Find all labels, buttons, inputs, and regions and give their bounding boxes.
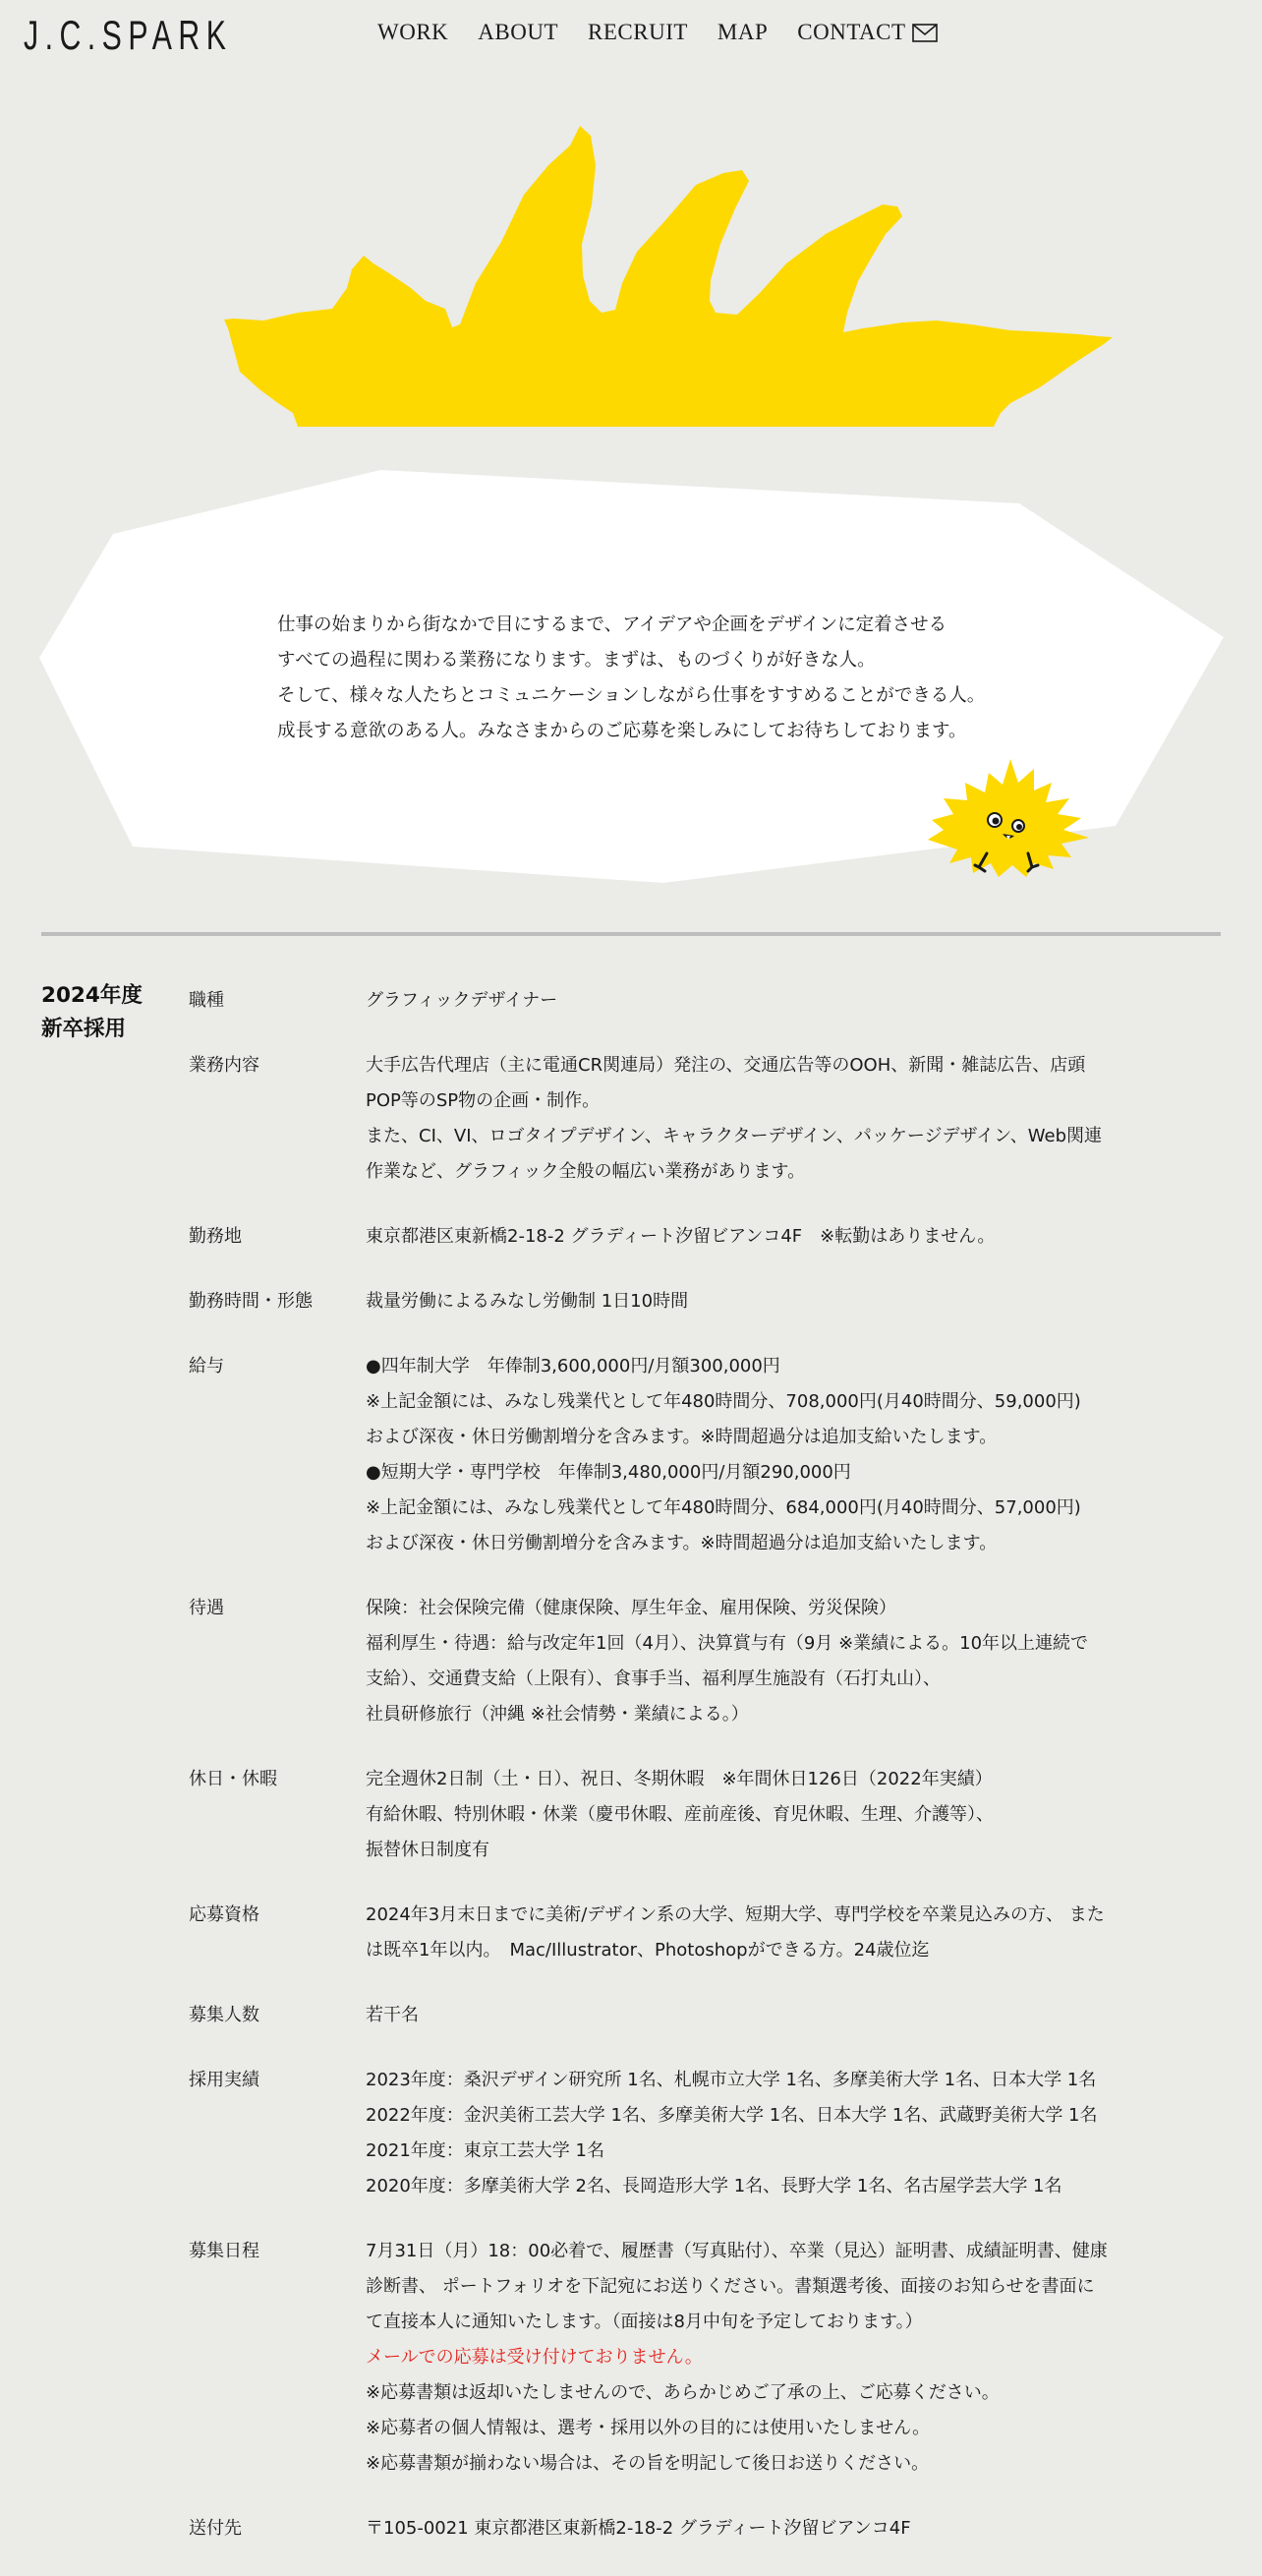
row-label: 休日・休暇	[189, 1769, 277, 1789]
table-row	[189, 983, 1113, 1019]
row-label: 勤務地	[189, 1226, 242, 1247]
table-row	[189, 2234, 1113, 2482]
row-value-line: ※応募書類は返却いたしませんので、あらかじめご了承の上、ご応募ください。	[366, 2382, 1000, 2403]
main-nav	[377, 20, 938, 45]
row-label: 募集日程	[189, 2241, 259, 2261]
row-label: 待遇	[189, 1598, 224, 1618]
nav-about-label: ABOUT	[478, 20, 559, 44]
nav-contact[interactable]	[797, 20, 937, 45]
row-value-line: て直接本人に通知いたします。（面接は8月中旬を予定しております。）	[366, 2312, 923, 2332]
table-row	[189, 1219, 1113, 1255]
row-value-line: 〒105-0021 東京都港区東新橋2-18-2 グラディート汐留ビアンコ4F	[366, 2518, 911, 2539]
mail-icon	[912, 24, 938, 42]
row-value	[366, 983, 1113, 1019]
row-value-line: および深夜・休日労働割増分を含みます。※時間超過分は追加支給いたします。	[366, 1533, 998, 1553]
intro-line: そして、様々な人たちとコミュニケーションしながら仕事をすすめることができる人。	[277, 685, 986, 706]
row-label: 応募資格	[189, 1904, 259, 1925]
row-value-line: ●四年制大学 年俸制3,600,000円/月額300,000円	[366, 1356, 780, 1376]
nav-about[interactable]	[478, 20, 558, 45]
row-value-line: グラフィックデザイナー	[366, 990, 558, 1011]
intro-line: 成長する意欲のある人。みなさまからのご応募を楽しみにしてお待ちしております。	[277, 721, 967, 741]
row-value-line: ※上記金額には、みなし残業代として年480時間分、684,000円(月40時間分、57,000円)	[366, 1497, 1081, 1518]
row-value	[366, 1998, 1113, 2033]
row-label: 勤務時間・形態	[189, 1291, 313, 1312]
table-row	[189, 1762, 1113, 1868]
row-value-line: 2022年度：金沢美術工芸大学 1名、多摩美術大学 1名、日本大学 1名、武蔵野美術大学 1名	[366, 2105, 1098, 2126]
row-label: 送付先	[189, 2518, 242, 2539]
row-value	[366, 2234, 1113, 2482]
row-value-line: 支給）、交通費支給（上限有）、食事手当、福利厚生施設有（石打丸山）、	[366, 1669, 941, 1689]
section-title	[41, 979, 143, 1046]
row-value-line: また、CI、VI、ロゴタイプデザイン、キャラクターデザイン、パッケージデザイン、Web関連	[366, 1126, 1103, 1146]
nav-work[interactable]	[377, 20, 448, 45]
row-value-line: および深夜・休日労働割増分を含みます。※時間超過分は追加支給いたします。	[366, 1427, 998, 1447]
row-value-line: 完全週休2日制（土・日）、祝日、冬期休暇 ※年間休日126日（2022年実績）	[366, 1769, 993, 1789]
row-value-line: 2020年度：多摩美術大学 2名、長岡造形大学 1名、長野大学 1名、名古屋学芸大学 1名	[366, 2176, 1062, 2196]
row-value	[366, 2511, 1113, 2547]
row-value	[366, 1048, 1113, 1190]
row-value-line: 診断書、 ポートフォリオを下記宛にお送りください。書類選考後、面接のお知らせを書面に	[366, 2276, 1095, 2297]
row-value-line: 保険：社会保険完備（健康保険、厚生年金、雇用保険、労災保険）	[366, 1598, 896, 1618]
row-value-line: POP等のSP物の企画・制作。	[366, 1090, 601, 1111]
row-value-line: 有給休暇、特別休暇・休業（慶弔休暇、産前産後、育児休暇、生理、介護等）、	[366, 1804, 994, 1825]
row-value	[366, 1762, 1113, 1868]
row-value	[366, 2063, 1113, 2204]
email-notice: メールでの応募は受け付けておりません。	[366, 2347, 703, 2368]
row-value-line: 7月31日（月）18：00必着で、履歴書（写真貼付）、卒業（見込）証明書、成績証明書、健康	[366, 2241, 1108, 2261]
row-value	[366, 1349, 1113, 1561]
row-value-line: ●短期大学・専門学校 年俸制3,480,000円/月額290,000円	[366, 1462, 851, 1483]
row-value-line: 2023年度：桑沢デザイン研究所 1名、札幌市立大学 1名、多摩美術大学 1名、日本大学 1名	[366, 2070, 1097, 2090]
table-row	[189, 1898, 1113, 1968]
row-value-line: ※上記金額には、みなし残業代として年480時間分、708,000円(月40時間分、59,000円)	[366, 1391, 1081, 1412]
row-value	[366, 1898, 1113, 1968]
row-value-line: 2024年3月末日までに美術/デザイン系の大学、短期大学、専門学校を卒業見込みの方、 また	[366, 1904, 1105, 1925]
row-value-line: ※応募書類が揃わない場合は、その旨を明記して後日お送りください。	[366, 2453, 930, 2474]
row-value-line: 福利厚生・待遇：給与改定年1回（4月）、決算賞与有（9月 ※業績による。10年以上連続で	[366, 1633, 1089, 1654]
intro-line: すべての過程に関わる業務になります。まずは、ものづくりが好きな人。	[277, 650, 876, 671]
nav-map[interactable]	[717, 20, 768, 45]
nav-map-label: MAP	[717, 20, 769, 44]
site-header	[0, 0, 1262, 79]
mascot-character	[924, 755, 1093, 879]
section-title-kind: 新卒採用	[41, 1017, 127, 1041]
nav-work-label: WORK	[377, 20, 449, 44]
table-row	[189, 1998, 1113, 2033]
nav-recruit[interactable]	[588, 20, 688, 45]
table-row	[189, 1591, 1113, 1732]
table-row	[189, 2063, 1113, 2204]
sun-illustration	[224, 126, 1117, 427]
row-value-line: は既卒1年以内。 Mac/Illustrator、Photoshopができる方。24歳位迄	[366, 1940, 930, 1961]
row-value-line: 裁量労働によるみなし労働制 1日10時間	[366, 1291, 689, 1312]
row-label: 業務内容	[189, 1055, 259, 1076]
section-title-year: 2024年度	[41, 983, 143, 1008]
site-logo[interactable]: J.C.SPARK	[24, 12, 233, 58]
row-value-line: 社員研修旅行（沖縄 ※社会情勢・業績による。）	[366, 1704, 749, 1725]
intro-line: 仕事の始まりから街なかで目にするまで、アイデアや企画をデザインに定着させる	[277, 615, 947, 635]
nav-contact-label: CONTACT	[797, 20, 906, 44]
row-value-line: 東京都港区東新橋2-18-2 グラディート汐留ビアンコ4F ※転勤はありません。	[366, 1226, 996, 1247]
row-value-line: 2021年度：東京工芸大学 1名	[366, 2140, 604, 2161]
row-value-line: 大手広告代理店（主に電通CR関連局）発注の、交通広告等のOOH、新聞・雑誌広告、店頭	[366, 1055, 1086, 1076]
row-label: 職種	[189, 990, 224, 1011]
row-value-line: ※応募者の個人情報は、選考・採用以外の目的には使用いたしません。	[366, 2418, 931, 2438]
table-row	[189, 1284, 1113, 1319]
row-value	[366, 1219, 1113, 1255]
intro-text	[277, 608, 1024, 749]
table-row	[189, 1349, 1113, 1561]
table-row	[189, 2511, 1113, 2547]
recruitment-table	[189, 983, 1113, 2576]
section-divider	[41, 932, 1221, 936]
row-value-line: 作業など、グラフィック全般の幅広い業務があります。	[366, 1161, 806, 1182]
row-value-line: 振替休日制度有	[366, 1840, 489, 1860]
row-label: 給与	[189, 1356, 224, 1376]
row-value-line: 若干名	[366, 2005, 419, 2025]
row-value	[366, 1591, 1113, 1732]
nav-recruit-label: RECRUIT	[588, 20, 688, 44]
row-label: 募集人数	[189, 2005, 259, 2025]
table-row	[189, 1048, 1113, 1190]
row-value	[366, 1284, 1113, 1319]
row-label: 採用実績	[189, 2070, 259, 2090]
